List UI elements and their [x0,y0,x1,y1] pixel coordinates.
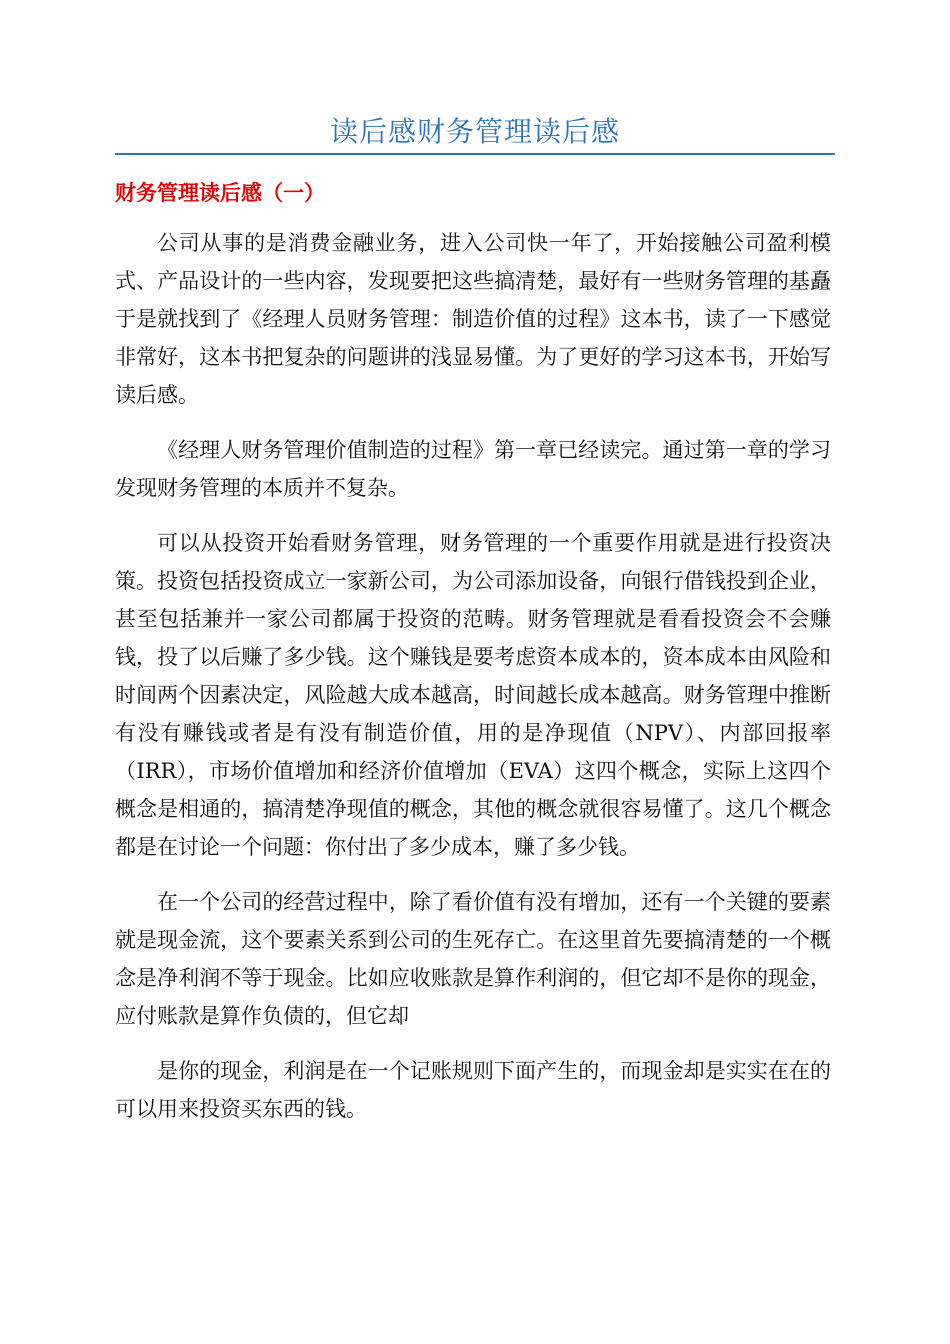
section-heading: 财务管理读后感（一） [115,181,325,205]
paragraph-1: 公司从事的是消费金融业务，进入公司快一年了，开始接触公司盈利模式、产品设计的一些内容，发现要把这些搞清楚，最好有一些财务管理的基矗于是就找到了《经理人员财务管理：制造价值的过程》这本书，读了一下感觉非常好，这本书把复杂的问题讲的浅显易懂。为了更好的学习这本书，开始写读后感。 [115,231,831,407]
paragraph-3: 可以从投资开始看财务管理，财务管理的一个重要作用就是进行投资决策。投资包括投资成立一家新公司，为公司添加设备，向银行借钱投到企业，甚至包括兼并一家公司都属于投资的范畴。财务管理就是看看投资会不会赚钱，投了以后赚了多少钱。这个赚钱是要考虑资本成本的，资本成本由风险和时间两个因素决定，风险越大成本越高，时间越长成本越高。财务管理中推断有没有赚钱或者是有没有制造价值，用的是净现值（NPV）、内部回报率（IRR），市场价值增加和经济价值增加（EVA）这四个概念，实际上这四个概念是相通的，搞清楚净现值的概念，其他的概念就很容易懂了。这几个概念都是在讨论一个问题：你付出了多少成本，赚了多少钱。 [115,531,831,859]
paragraph-4: 在一个公司的经营过程中，除了看价值有没有增加，还有一个关键的要素就是现金流，这个要素关系到公司的生死存亡。在这里首先要搞清楚的一个概念是净利润不等于现金。比如应收账款是算作利润的，但它却不是你的现金，应付账款是算作负债的，但它却 [115,890,831,1028]
paragraph-2: 《经理人财务管理价值制造的过程》第一章已经读完。通过第一章的学习发现财务管理的本质并不复杂。 [115,438,831,500]
document-body [115,224,831,1145]
paragraph-5: 是你的现金，利润是在一个记账规则下面产生的，而现金却是实实在在的可以用来投资买东西的钱。 [115,1059,831,1121]
document-title: 读后感财务管理读后感 [329,115,620,148]
title-underline [115,153,835,155]
